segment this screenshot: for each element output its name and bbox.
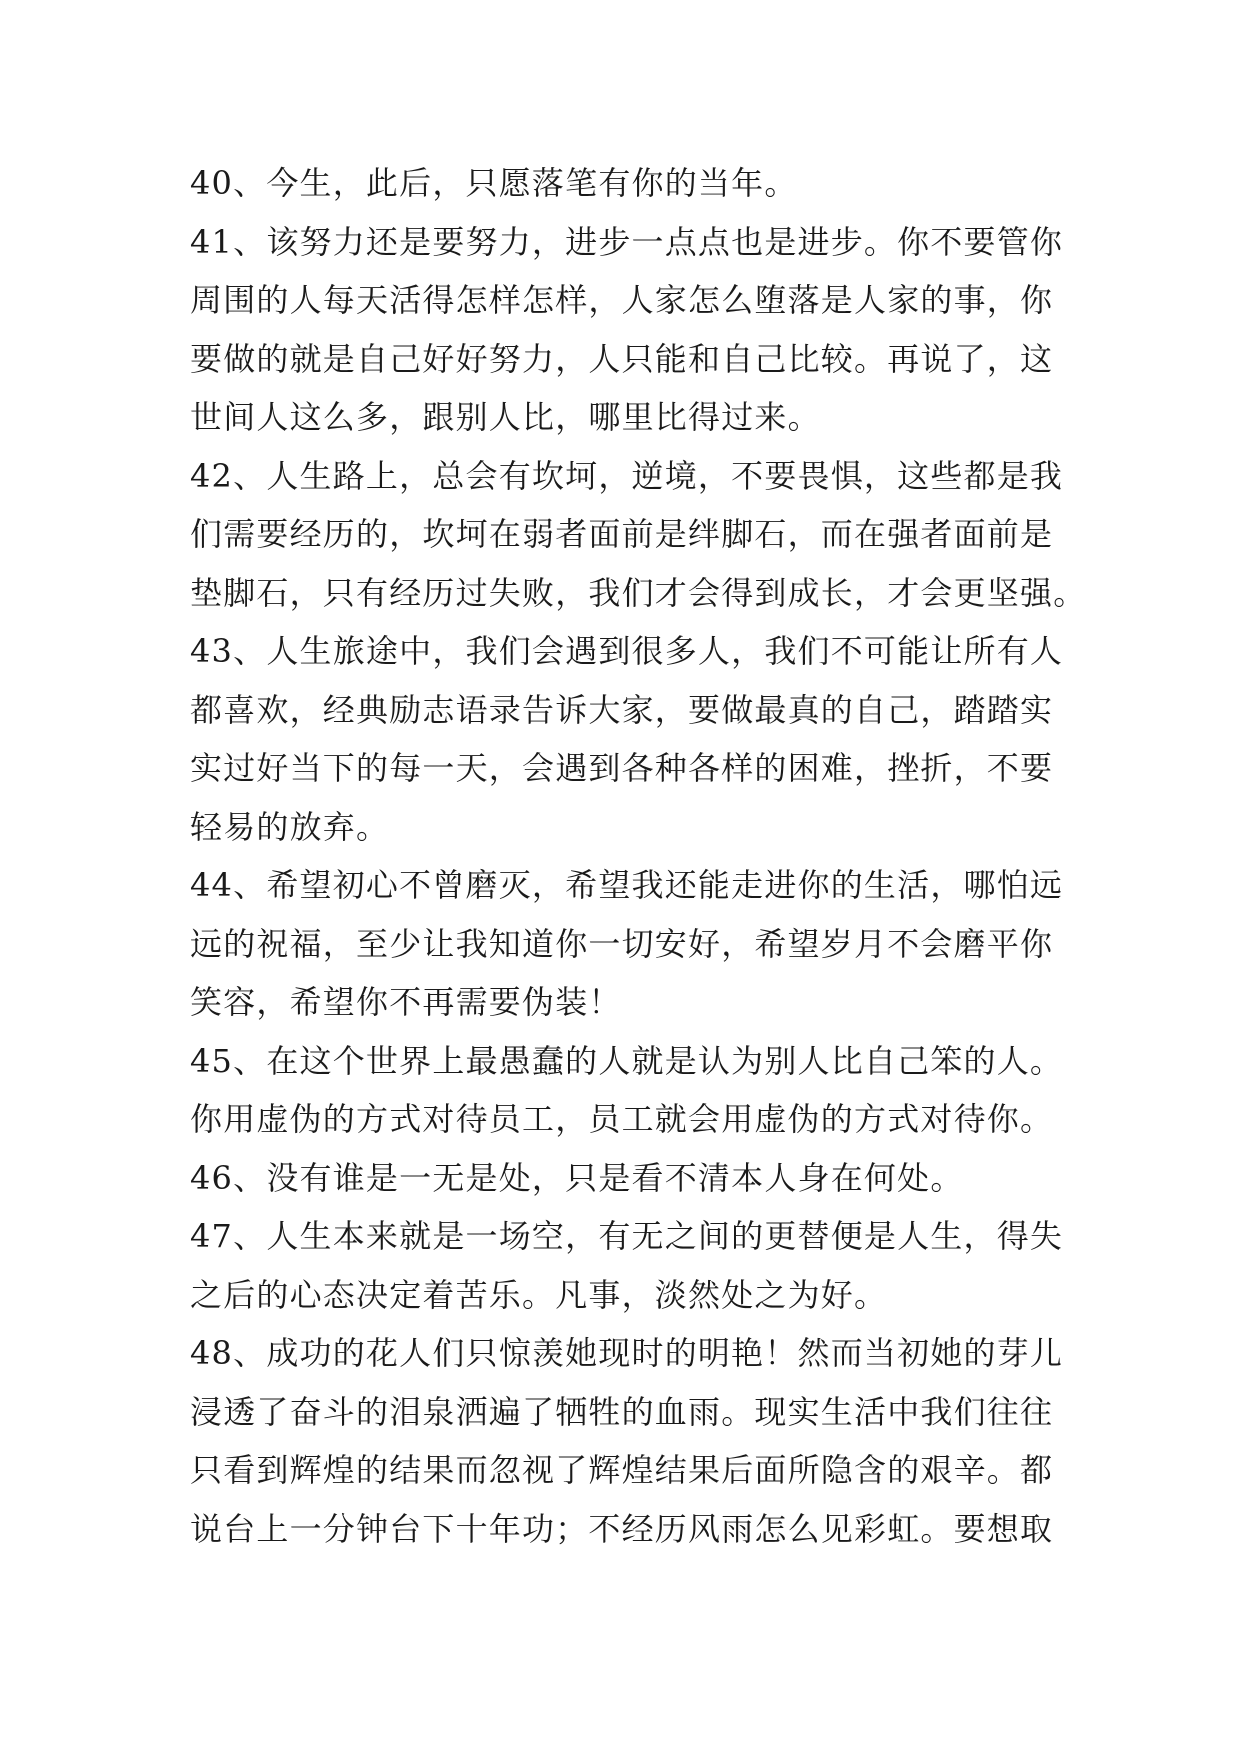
text-line: 45、在这个世界上最愚蠢的人就是认为别人比自己笨的人。 [190,1041,1064,1080]
text-line: 48、成功的花人们只惊羡她现时的明艳！然而当初她的芽儿 [190,1334,1064,1372]
text-line: 周围的人每天活得怎样怎样，人家怎么堕落是人家的事，你 [190,281,1054,319]
text-line: 42、人生路上，总会有坎坷，逆境，不要畏惧，这些都是我 [190,456,1064,495]
text-line: 远的祝福，至少让我知道你一切安好，希望岁月不会磨平你 [190,924,1054,963]
text-line: 43、人生旅途中，我们会遇到很多人，我们不可能让所有人 [190,632,1064,670]
text-line: 46、没有谁是一无是处，只是看不清本人身在何处。 [190,1158,964,1197]
text-line: 浸透了奋斗的泪泉洒遍了牺牲的血雨。现实生活中我们往往 [190,1392,1054,1431]
text-line: 轻易的放弃。 [190,807,390,846]
text-line: 44、希望初心不曾磨灭，希望我还能走进你的生活，哪怕远 [190,866,1064,904]
text-line: 之后的心态决定着苦乐。凡事，淡然处之为好。 [190,1275,888,1314]
text-line: 要做的就是自己好好努力，人只能和自己比较。再说了，这 [190,339,1054,378]
text-line: 垫脚石，只有经历过失败，我们才会得到成长，才会更坚强。 [190,573,1087,612]
text-line: 你用虚伪的方式对待员工，员工就会用虚伪的方式对待你。 [190,1100,1054,1138]
text-line: 41、该努力还是要努力，进步一点点也是进步。你不要管你 [190,222,1064,261]
text-line: 只看到辉煌的结果而忽视了辉煌结果后面所隐含的艰辛。都 [190,1451,1054,1489]
text-line: 都喜欢，经典励志语录告诉大家，要做最真的自己，踏踏实 [190,690,1054,729]
text-line: 说台上一分钟台下十年功；不经历风雨怎么见彩虹。要想取 [190,1509,1054,1548]
text-line: 47、人生本来就是一场空，有无之间的更替便是人生，得失 [190,1217,1064,1255]
text-line: 40、今生，此后，只愿落笔有你的当年。 [190,164,798,202]
text-line: 们需要经历的，坎坷在弱者面前是绊脚石，而在强者面前是 [190,515,1054,553]
text-line: 实过好当下的每一天，会遇到各种各样的困难，挫折，不要 [190,749,1054,787]
document-body [190,154,1087,1558]
text-line: 世间人这么多，跟别人比，哪里比得过来。 [190,398,821,436]
text-line: 笑容，希望你不再需要伪装！ [190,983,622,1021]
